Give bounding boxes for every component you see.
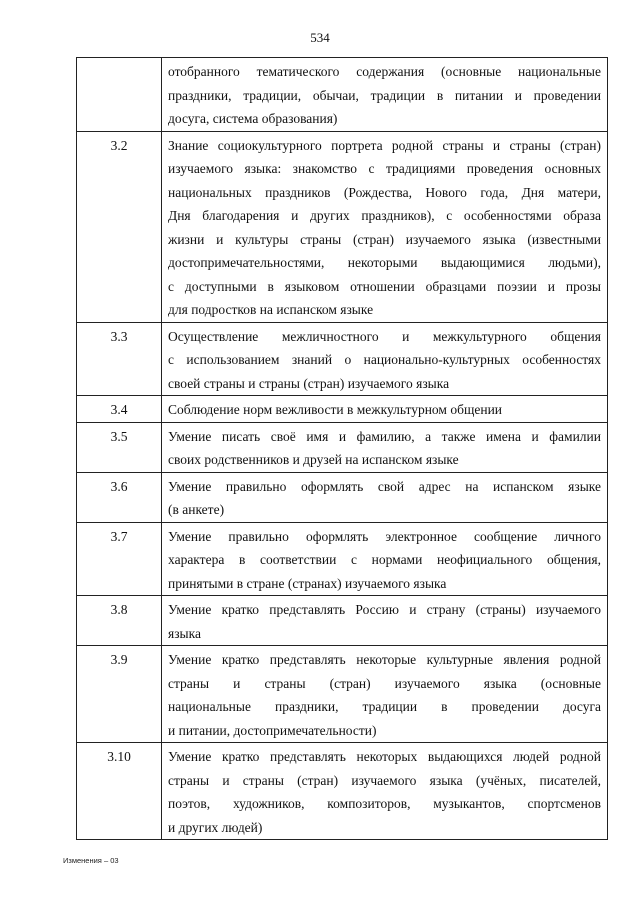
requirements-table	[76, 57, 608, 840]
table-row	[77, 646, 608, 743]
row-text	[162, 131, 608, 322]
text-line: страны и страны (стран) изучаемого языка (учёных, писателей,	[168, 772, 601, 788]
table-row	[77, 396, 608, 423]
text-line: Дня благодарения и других праздников), с особенностями образа	[168, 208, 601, 223]
row-number: 3.8	[77, 596, 162, 646]
row-number: 3.10	[77, 743, 162, 840]
text-line: жизни и культуры страны (стран) изучаемого языка (известными	[168, 231, 601, 247]
text-line: досуга, система образования)	[168, 111, 338, 126]
text-line: своих родственников и друзей на испанском языке	[168, 452, 459, 467]
text-line: национальных праздников (Рождества, Нового года, Дня матери,	[168, 184, 601, 200]
text-line: Осуществление межличностного и межкультурного общения	[168, 328, 601, 344]
row-text	[162, 396, 608, 423]
text-line: (в анкете)	[168, 502, 225, 517]
text-line: достопримечательностями, некоторыми выдающимися людьми),	[168, 255, 601, 270]
text-line: Знание социокультурного портрета родной страны и страны (стран)	[168, 137, 601, 153]
row-text	[162, 58, 608, 132]
table-row	[77, 596, 608, 646]
table-row	[77, 522, 608, 596]
text-line: Соблюдение норм вежливости в межкультурном общении	[168, 402, 503, 417]
text-line: Умение писать своё имя и фамилию, а также имена и фамилии	[168, 428, 601, 444]
text-line: и питании, достопримечательности)	[168, 722, 377, 738]
text-line: с доступными в языковом отношении образцами поэзии и прозы	[168, 278, 601, 294]
text-line: Умение кратко представлять некоторых выдающихся людей родной	[168, 749, 601, 764]
row-text	[162, 596, 608, 646]
table-row	[77, 131, 608, 322]
row-number: 3.3	[77, 322, 162, 396]
text-line: отобранного тематического содержания (основные национальные	[168, 64, 601, 79]
table-row	[77, 58, 608, 132]
row-text	[162, 743, 608, 840]
text-line: Умение кратко представлять некоторые культурные явления родной	[168, 652, 601, 667]
text-line: Умение правильно оформлять электронное сообщение личного	[168, 528, 601, 544]
text-line: Умение правильно оформлять свой адрес на испанском языке	[168, 478, 601, 494]
row-text	[162, 646, 608, 743]
text-line: с использованием знаний о национально-культурных особенностях	[168, 352, 601, 367]
text-line: изучаемого языка: знакомство с традициями проведения основных	[168, 161, 601, 176]
text-line: национальные праздники, традиции в проведении досуга	[168, 699, 601, 714]
row-number: 3.9	[77, 646, 162, 743]
text-line: поэтов, художников, композиторов, музыкантов, спортсменов	[168, 796, 601, 811]
row-text	[162, 422, 608, 472]
row-text	[162, 322, 608, 396]
text-line: для подростков на испанском языке	[168, 302, 374, 317]
text-line: и других людей)	[168, 819, 263, 835]
text-line: языка	[168, 625, 201, 641]
row-number: 3.5	[77, 422, 162, 472]
row-number: 3.2	[77, 131, 162, 322]
footer-note: Изменения – 03	[63, 856, 119, 865]
table-row	[77, 743, 608, 840]
text-line: страны и страны (стран) изучаемого языка (основные	[168, 675, 601, 691]
row-number: 3.4	[77, 396, 162, 423]
table-row	[77, 422, 608, 472]
text-line: своей страны и страны (стран) изучаемого языка	[168, 375, 450, 391]
table-row	[77, 472, 608, 522]
text-line: характера в соответствии с нормами неофициального общения,	[168, 552, 601, 567]
table-row	[77, 322, 608, 396]
row-number: 3.7	[77, 522, 162, 596]
row-number: 3.6	[77, 472, 162, 522]
row-text	[162, 472, 608, 522]
text-line: Умение кратко представлять Россию и страну (страны) изучаемого	[168, 602, 601, 617]
page-number: 534	[310, 30, 330, 45]
row-text	[162, 522, 608, 596]
row-number	[77, 58, 162, 132]
text-line: принятыми в стране (странах) изучаемого языка	[168, 575, 447, 591]
text-line: праздники, традиции, обычаи, традиции в питании и проведении	[168, 87, 601, 103]
